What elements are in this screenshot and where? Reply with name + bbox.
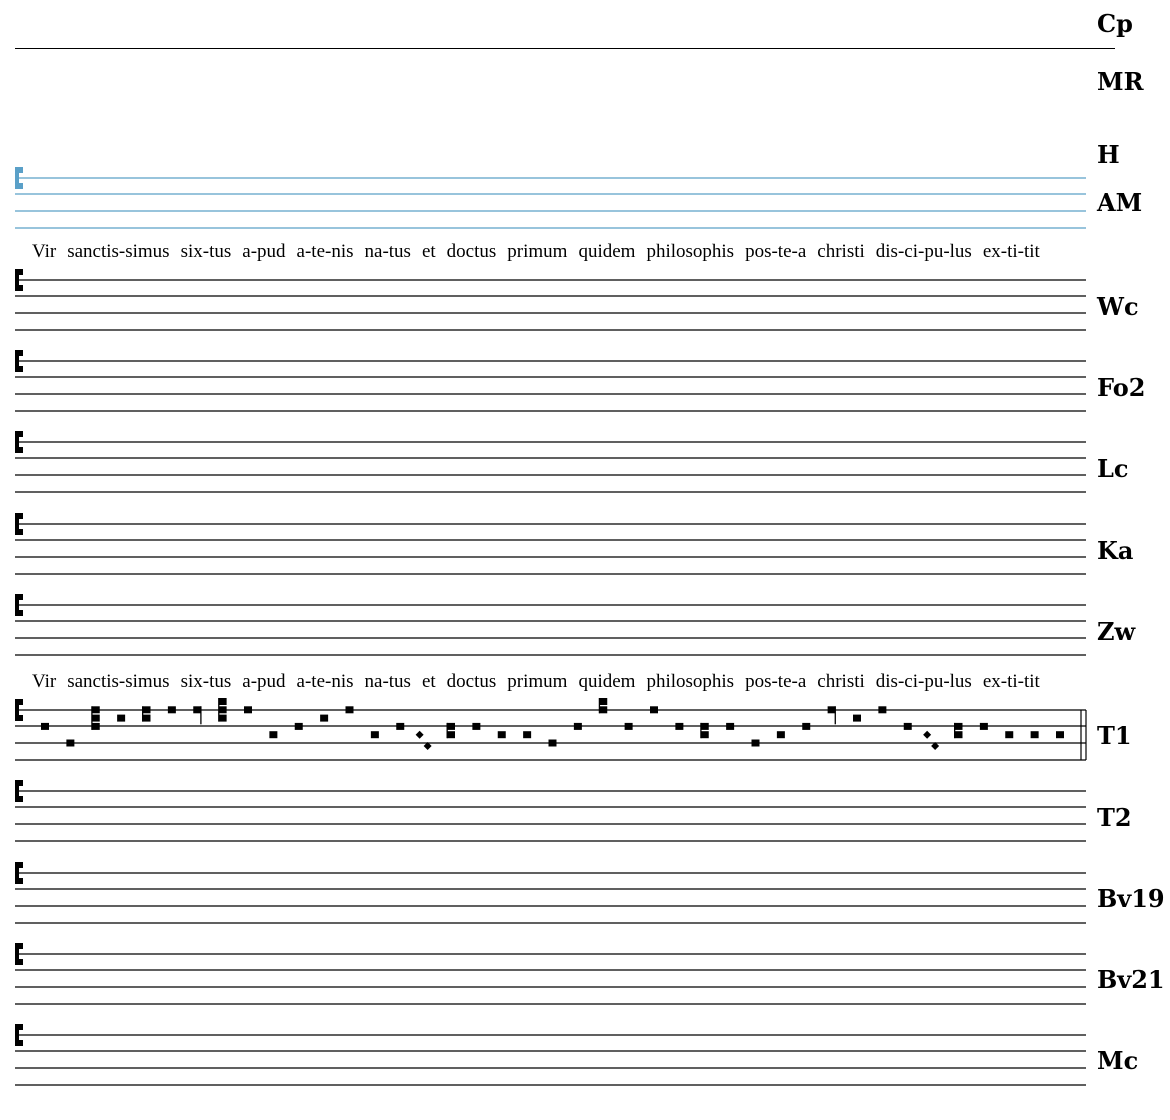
note-stem	[142, 706, 143, 721]
note-head	[66, 740, 74, 747]
note-head	[701, 723, 709, 730]
lyric-word: primum	[507, 671, 568, 692]
lyric-word: a-pud	[242, 241, 286, 262]
note-head	[980, 723, 988, 730]
note-head	[92, 723, 100, 730]
note-head	[219, 715, 227, 722]
lyric-word: philosophis	[646, 671, 735, 692]
note-head	[599, 698, 607, 705]
staff-lines	[15, 605, 1086, 655]
lyric-word: quidem	[578, 241, 636, 262]
neume-punctum	[371, 731, 379, 738]
neume-pes	[700, 723, 709, 738]
staff-mc[interactable]	[0, 1017, 1090, 1097]
note-head	[1005, 731, 1013, 738]
siglum-wc: Wc	[1097, 292, 1139, 321]
neume-punctum	[66, 740, 74, 747]
neume-punctum	[726, 723, 734, 730]
note-head	[726, 723, 734, 730]
siglum-ka: Ka	[1097, 536, 1134, 565]
note-stem	[954, 723, 955, 738]
siglum-fo2: Fo2	[1097, 373, 1146, 402]
note-stem	[835, 706, 836, 724]
note-head	[396, 723, 404, 730]
neume-punctum	[777, 731, 785, 738]
staff-lines	[15, 524, 1086, 574]
note-head	[193, 706, 201, 713]
neume-punctum	[650, 706, 658, 713]
neume-punctum	[802, 723, 810, 730]
siglum-cp: Cp	[1097, 9, 1133, 38]
lyric-word: na-tus	[364, 241, 411, 262]
lyric-word: Vir	[32, 241, 57, 262]
lyric-word: na-tus	[364, 671, 411, 692]
neume-punctum	[904, 723, 912, 730]
staff-lines	[15, 791, 1086, 841]
lyric-word: doctus	[446, 241, 497, 262]
neume-pes	[954, 723, 963, 738]
note-head	[295, 723, 303, 730]
siglum-t1: T1	[1097, 721, 1132, 750]
note-head	[168, 706, 176, 713]
staff-t2[interactable]	[0, 773, 1090, 853]
note-head	[447, 723, 455, 730]
note-stem	[700, 723, 701, 738]
cp-rule	[15, 48, 1115, 49]
neume-pes	[142, 706, 151, 721]
staff-am[interactable]	[0, 160, 1090, 240]
note-head	[472, 723, 480, 730]
neume-punctum	[549, 740, 557, 747]
siglum-am: AM	[1097, 188, 1143, 217]
siglum-t2: T2	[1097, 803, 1132, 832]
staff-t1[interactable]	[0, 692, 1090, 772]
staff-lines	[15, 361, 1086, 411]
note-head	[904, 723, 912, 730]
lyric-word: dis-ci-pu-lus	[875, 241, 972, 262]
note-head	[549, 740, 557, 747]
note-head	[599, 706, 607, 713]
note-stem	[91, 706, 92, 730]
note-head	[143, 706, 151, 713]
lyric-word: sanctis-simus	[67, 671, 170, 692]
lyric-word: christi	[817, 671, 865, 692]
lyric-word: ex-ti-tit	[982, 241, 1040, 262]
note-head	[701, 731, 709, 738]
neume-punctum	[269, 731, 277, 738]
neume-pes	[599, 698, 608, 713]
neume-rhombus	[923, 731, 939, 750]
note-head	[955, 731, 963, 738]
staff-bv21[interactable]	[0, 936, 1090, 1016]
neume-punctum	[168, 706, 176, 713]
staff-fo2[interactable]	[0, 343, 1090, 423]
neume-punctum	[295, 723, 303, 730]
rhombus-note	[416, 731, 424, 739]
staff-lines	[15, 954, 1086, 1004]
note-head	[92, 706, 100, 713]
lyric-word: Vir	[32, 671, 57, 692]
lyric-word: quidem	[578, 671, 636, 692]
lyric-word: primum	[507, 241, 568, 262]
note-head	[828, 706, 836, 713]
note-head	[853, 715, 861, 722]
neume-punctum	[853, 715, 861, 722]
note-head	[574, 723, 582, 730]
note-head	[92, 715, 100, 722]
lyric-word: christi	[817, 241, 865, 262]
lyric-word: et	[421, 241, 436, 262]
neume-punctum	[675, 723, 683, 730]
lyric-word: dis-ci-pu-lus	[875, 671, 972, 692]
staff-bv19[interactable]	[0, 855, 1090, 935]
lyric-word: a-te-nis	[296, 671, 354, 692]
staff-ka[interactable]	[0, 506, 1090, 586]
neume-punctum	[41, 723, 49, 730]
neume-punctum	[396, 723, 404, 730]
lyric-word: ex-ti-tit	[982, 671, 1040, 692]
staff-lines	[15, 280, 1086, 330]
note-head	[117, 715, 125, 722]
lyrics-line-t1	[32, 672, 1078, 692]
note-stem	[599, 698, 600, 713]
staff-zw[interactable]	[0, 587, 1090, 667]
lyric-word: philosophis	[646, 241, 735, 262]
siglum-h: H	[1097, 140, 1120, 169]
siglum-bv19: Bv19	[1097, 884, 1165, 913]
note-stem	[200, 706, 201, 724]
lyric-word: six-tus	[180, 671, 232, 692]
lyric-word: pos-te-a	[745, 241, 807, 262]
note-head	[752, 740, 760, 747]
rhombus-note	[923, 731, 931, 739]
note-head	[143, 715, 151, 722]
neume-punctum	[117, 715, 125, 722]
neume-punctum	[878, 706, 886, 713]
note-head	[447, 731, 455, 738]
note-head	[1031, 731, 1039, 738]
note-head	[675, 723, 683, 730]
neume-punctum	[625, 723, 633, 730]
lyric-word: a-pud	[242, 671, 286, 692]
neume-punctum	[472, 723, 480, 730]
note-head	[320, 715, 328, 722]
lyrics-line	[32, 242, 1078, 262]
neume-pes	[91, 706, 100, 730]
siglum-zw: Zw	[1097, 617, 1136, 646]
note-head	[219, 706, 227, 713]
note-head	[802, 723, 810, 730]
siglum-mr: MR	[1097, 67, 1144, 96]
staff-lines	[15, 178, 1086, 228]
neume-punctum	[752, 740, 760, 747]
neume-punctum	[1056, 731, 1064, 738]
staff-lc[interactable]	[0, 424, 1090, 504]
neume-virga	[193, 706, 201, 724]
note-head	[625, 723, 633, 730]
lyric-word: et	[421, 671, 436, 692]
lyric-word: doctus	[446, 671, 497, 692]
neumes	[41, 698, 1064, 750]
neume-punctum	[244, 706, 252, 713]
note-head	[777, 731, 785, 738]
note-head	[650, 706, 658, 713]
neume-climacus	[218, 698, 227, 722]
note-head	[269, 731, 277, 738]
note-stem	[447, 723, 448, 738]
final-barline	[1081, 710, 1086, 760]
staff-wc[interactable]	[0, 262, 1090, 342]
note-head	[878, 706, 886, 713]
siglum-mc: Mc	[1097, 1046, 1139, 1075]
staff-lines	[15, 873, 1086, 923]
neume-rhombus	[416, 731, 432, 750]
note-head	[244, 706, 252, 713]
neume-punctum	[574, 723, 582, 730]
note-head	[371, 731, 379, 738]
note-head	[498, 731, 506, 738]
note-stem	[218, 698, 219, 722]
lyric-word: a-te-nis	[296, 241, 354, 262]
neume-punctum	[1031, 731, 1039, 738]
neume-punctum	[320, 715, 328, 722]
note-head	[1056, 731, 1064, 738]
siglum-bv21: Bv21	[1097, 965, 1165, 994]
lyric-word: sanctis-simus	[67, 241, 170, 262]
neume-pes	[447, 723, 456, 738]
neume-punctum	[980, 723, 988, 730]
lyric-word: pos-te-a	[745, 671, 807, 692]
note-head	[41, 723, 49, 730]
staff-lines	[15, 1035, 1086, 1085]
lyric-word: six-tus	[180, 241, 232, 262]
neume-punctum	[498, 731, 506, 738]
neume-punctum	[523, 731, 531, 738]
neume-punctum	[346, 706, 354, 713]
staff-lines	[15, 442, 1086, 492]
note-head	[955, 723, 963, 730]
siglum-lc: Lc	[1097, 454, 1129, 483]
note-head	[346, 706, 354, 713]
neume-virga	[828, 706, 836, 724]
neume-punctum	[1005, 731, 1013, 738]
note-head	[523, 731, 531, 738]
note-head	[219, 698, 227, 705]
